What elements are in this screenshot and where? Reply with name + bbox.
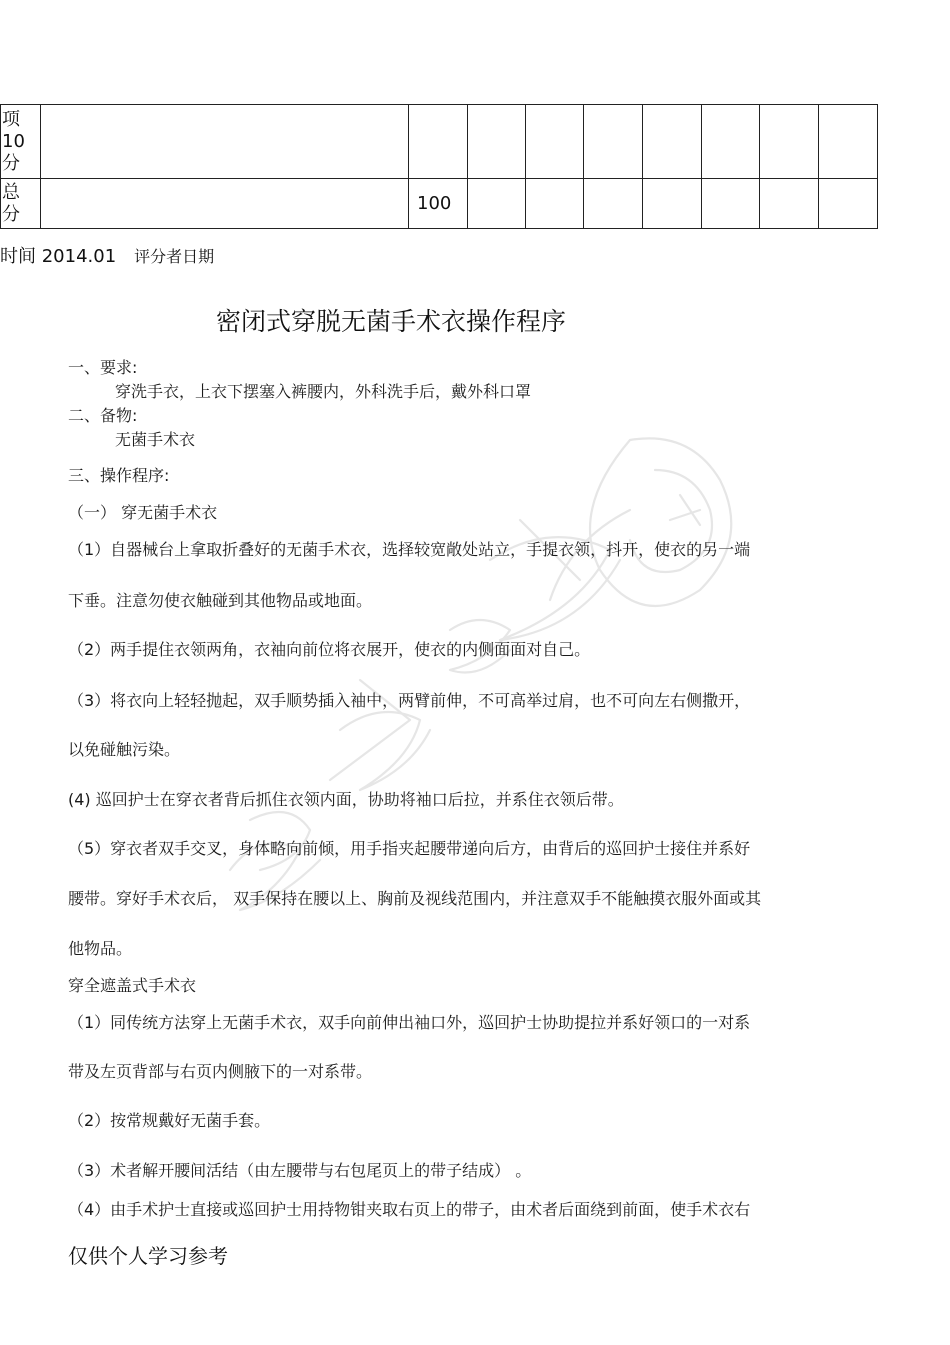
grader-date-label: 评分者日期 xyxy=(134,247,215,266)
grade-cell xyxy=(702,179,760,229)
subsection-heading: （一） 穿无菌手术衣 xyxy=(68,503,218,522)
text-line: （3）术者解开腰间活结（由左腰带与右包尾页上的带子结成） 。 xyxy=(68,1161,532,1180)
grade-cell xyxy=(643,105,702,179)
subsection-heading: 穿全遮盖式手术衣 xyxy=(68,976,197,995)
grade-cell xyxy=(526,179,584,229)
section-heading-requirements: 一、要求: xyxy=(68,358,138,377)
section-heading-materials: 二、备物: xyxy=(68,406,138,425)
content-cell xyxy=(41,179,409,229)
table-row xyxy=(1,105,878,179)
text-line: 他物品。 xyxy=(68,939,133,958)
document-title: 密闭式穿脱无菌手术衣操作程序 xyxy=(216,307,567,336)
text-line: 下垂。注意勿使衣触碰到其他物品或地面。 xyxy=(68,591,373,610)
content-cell xyxy=(41,105,409,179)
grade-cell xyxy=(468,179,526,229)
text-line: 腰带。穿好手术衣后， 双手保持在腰以上、胸前及视线范围内，并注意双手不能触摸衣服外面或其 xyxy=(68,889,762,908)
text-line: （2）按常规戴好无菌手套。 xyxy=(68,1111,271,1130)
section-heading-procedure: 三、操作程序: xyxy=(68,466,170,485)
text-line: （1）同传统方法穿上无菌手术衣，双手向前伸出袖口外，巡回护士协助提拉并系好领口的一对系 xyxy=(68,1013,751,1032)
time-label: 时间 2014.01 xyxy=(0,246,117,267)
grade-cell xyxy=(643,179,702,229)
text-line: 无菌手术衣 xyxy=(115,430,196,449)
score-cell: 100 xyxy=(409,179,468,229)
grade-cell xyxy=(584,105,643,179)
grade-cell xyxy=(702,105,760,179)
text-line: （1）自器械台上拿取折叠好的无菌手术衣，选择较宽敞处站立，手提衣领，抖开，使衣的另一端 xyxy=(68,540,751,559)
grade-cell xyxy=(760,105,819,179)
text-line: (4) 巡回护士在穿衣者背后抓住衣领内面，协助将袖口后拉，并系住衣领后带。 xyxy=(68,790,624,809)
row-label: 项 10 分 xyxy=(1,105,41,179)
grade-cell xyxy=(584,179,643,229)
score-cell xyxy=(409,105,468,179)
text-line: （5）穿衣者双手交叉，身体略向前倾，用手指夹起腰带递向后方，由背后的巡回护士接住并系好 xyxy=(68,839,751,858)
row-label: 总 分 xyxy=(1,179,41,229)
text-line: （4）由手术护士直接或巡回护士用持物钳夹取右页上的带子，由术者后面绕到前面，使手术衣右 xyxy=(68,1200,751,1219)
table-row xyxy=(1,179,878,229)
grade-cell xyxy=(526,105,584,179)
meta-line xyxy=(0,242,214,268)
text-line: 带及左页背部与右页内侧腋下的一对系带。 xyxy=(68,1062,373,1081)
grade-cell xyxy=(819,105,878,179)
text-line: 以免碰触污染。 xyxy=(68,740,181,759)
text-line: （2）两手提住衣领两角，衣袖向前位将衣展开，使衣的内侧面面对自己。 xyxy=(68,640,591,659)
watermark xyxy=(190,400,810,960)
text-line: （3）将衣向上轻轻抛起，双手顺势插入袖中，两臂前伸，不可高举过肩，也不可向左右侧撒开， xyxy=(68,691,751,710)
score-table xyxy=(0,104,878,229)
grade-cell xyxy=(468,105,526,179)
text-line: 穿洗手衣，上衣下摆塞入裤腰内，外科洗手后，戴外科口罩 xyxy=(115,382,532,401)
grade-cell xyxy=(760,179,819,229)
grade-cell xyxy=(819,179,878,229)
footer-note: 仅供个人学习参考 xyxy=(68,1244,228,1268)
